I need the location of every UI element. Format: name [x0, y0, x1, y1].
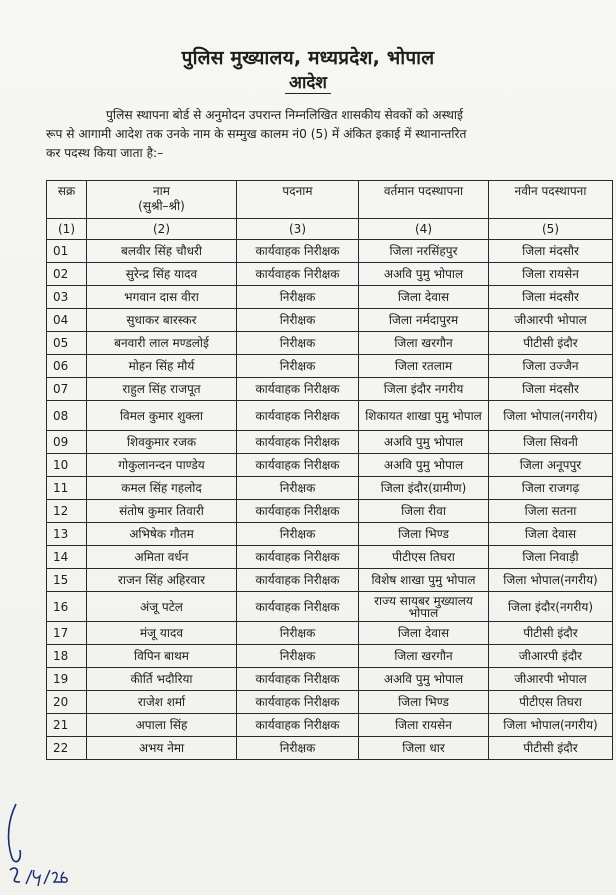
cell-name: कमल सिंह गहलोद	[87, 477, 237, 500]
table-row	[47, 431, 613, 454]
table-row	[47, 546, 613, 569]
order-heading	[0, 70, 616, 93]
cell-rank: निरीक्षक	[237, 286, 359, 309]
cell-sno: 01	[47, 240, 87, 263]
cell-sno: 16	[47, 592, 87, 622]
cell-rank: निरीक्षक	[237, 737, 359, 760]
cell-name: संतोष कुमार तिवारी	[87, 500, 237, 523]
cell-sno: 20	[47, 691, 87, 714]
transfer-table	[46, 180, 613, 760]
table-row	[47, 286, 613, 309]
cell-new-posting: जिला निवाड़ी	[489, 546, 613, 569]
cell-name: अंजू पटेल	[87, 592, 237, 622]
cell-sno: 04	[47, 309, 87, 332]
cell-new-posting: पीटीसी इंदौर	[489, 332, 613, 355]
cell-name: राजन सिंह अहिरवार	[87, 569, 237, 592]
cell-current-posting: अअवि पुमु भोपाल	[359, 263, 489, 286]
cell-rank: निरीक्षक	[237, 309, 359, 332]
cell-rank: कार्यवाहक निरीक्षक	[237, 263, 359, 286]
cell-name: अपाला सिंह	[87, 714, 237, 737]
cell-sno: 21	[47, 714, 87, 737]
page-title: पुलिस मुख्यालय, मध्यप्रदेश, भोपाल	[181, 47, 435, 69]
cell-current-posting: जिला भिण्ड	[359, 691, 489, 714]
cell-sno: 12	[47, 500, 87, 523]
header-name	[87, 181, 237, 219]
table-row	[47, 355, 613, 378]
table-row	[47, 569, 613, 592]
header-current-posting: वर्तमान पदस्थापना	[359, 181, 489, 219]
cell-current-posting: जिला नरसिंहपुर	[359, 240, 489, 263]
cell-sno: 15	[47, 569, 87, 592]
cell-new-posting: जिला रायसेन	[489, 263, 613, 286]
cell-new-posting: जिला देवास	[489, 523, 613, 546]
cell-new-posting: पीटीसी इंदौर	[489, 737, 613, 760]
cell-current-posting: जिला देवास	[359, 286, 489, 309]
cell-name: अमिता वर्धन	[87, 546, 237, 569]
cell-sno: 14	[47, 546, 87, 569]
cell-rank: कार्यवाहक निरीक्षक	[237, 401, 359, 431]
cell-sno: 17	[47, 622, 87, 645]
table-row	[47, 309, 613, 332]
header-rank: पदनाम	[237, 181, 359, 219]
cell-new-posting: पीटीसी इंदौर	[489, 622, 613, 645]
cell-current-posting: जिला धार	[359, 737, 489, 760]
col-number-5: (5)	[489, 219, 613, 240]
cell-rank: कार्यवाहक निरीक्षक	[237, 240, 359, 263]
cell-name: राजेश शर्मा	[87, 691, 237, 714]
cell-current-posting: जिला खरगौन	[359, 645, 489, 668]
cell-new-posting: जिला मंदसौर	[489, 240, 613, 263]
cell-new-posting: जिला सिवनी	[489, 431, 613, 454]
cell-new-posting: जीआरपी भोपाल	[489, 309, 613, 332]
table-row	[47, 332, 613, 355]
cell-current-posting: जिला रतलाम	[359, 355, 489, 378]
cell-name: राहुल सिंह राजपूत	[87, 378, 237, 401]
cell-current-posting: अअवि पुमु भोपाल	[359, 431, 489, 454]
handwritten-signature	[2, 800, 72, 890]
table-row	[47, 500, 613, 523]
header-new-posting: नवीन पदस्थापना	[489, 181, 613, 219]
cell-current-posting: जिला इंदौर नगरीय	[359, 378, 489, 401]
cell-rank: कार्यवाहक निरीक्षक	[237, 378, 359, 401]
cell-name: शिवकुमार रजक	[87, 431, 237, 454]
cell-new-posting: जिला भोपाल(नगरीय)	[489, 401, 613, 431]
header-name-sub: (सुश्री–श्री)	[138, 199, 185, 213]
cell-new-posting: जिला भोपाल(नगरीय)	[489, 569, 613, 592]
cell-current-posting: जिला देवास	[359, 622, 489, 645]
cell-rank: निरीक्षक	[237, 355, 359, 378]
cell-new-posting: जिला राजगढ़	[489, 477, 613, 500]
cell-current-posting: जिला रीवा	[359, 500, 489, 523]
cell-name: गोकुलानन्दन पाण्डेय	[87, 454, 237, 477]
cell-rank: कार्यवाहक निरीक्षक	[237, 714, 359, 737]
cell-new-posting: जीआरपी इंदौर	[489, 645, 613, 668]
cell-sno: 18	[47, 645, 87, 668]
header-sno: सक्र	[47, 181, 87, 219]
cell-sno: 05	[47, 332, 87, 355]
cell-rank: कार्यवाहक निरीक्षक	[237, 569, 359, 592]
cell-sno: 08	[47, 401, 87, 431]
cell-name: भगवान दास वीरा	[87, 286, 237, 309]
table-row	[47, 592, 613, 622]
col-number-2: (2)	[87, 219, 237, 240]
cell-sno: 22	[47, 737, 87, 760]
cell-name: कीर्ति भदौरिया	[87, 668, 237, 691]
table-row	[47, 645, 613, 668]
cell-rank: कार्यवाहक निरीक्षक	[237, 668, 359, 691]
cell-sno: 19	[47, 668, 87, 691]
cell-rank: कार्यवाहक निरीक्षक	[237, 431, 359, 454]
cell-new-posting: जिला मंदसौर	[489, 378, 613, 401]
cell-name: सुरेन्द्र सिंह यादव	[87, 263, 237, 286]
cell-current-posting: विशेष शाखा पुमु भोपाल	[359, 569, 489, 592]
column-number-row	[47, 219, 613, 240]
intro-paragraph	[46, 106, 602, 163]
cell-new-posting: जिला उज्जैन	[489, 355, 613, 378]
col-number-1: (1)	[47, 219, 87, 240]
cell-new-posting: जिला अनूपपुर	[489, 454, 613, 477]
cell-rank: निरीक्षक	[237, 332, 359, 355]
cell-rank: निरीक्षक	[237, 477, 359, 500]
cell-new-posting: जिला इंदौर(नगरीय)	[489, 592, 613, 622]
cell-name: विपिन बाथम	[87, 645, 237, 668]
table-row	[47, 668, 613, 691]
cell-new-posting: जिला सतना	[489, 500, 613, 523]
cell-name: बनवारी लाल मण्डलोई	[87, 332, 237, 355]
cell-current-posting: जिला भिण्ड	[359, 523, 489, 546]
cell-current-posting: शिकायत शाखा पुमु भोपाल	[359, 401, 489, 431]
table-row	[47, 714, 613, 737]
table-row	[47, 263, 613, 286]
table-row	[47, 401, 613, 431]
cell-new-posting: जीआरपी भोपाल	[489, 668, 613, 691]
cell-name: बलवीर सिंह चौधरी	[87, 240, 237, 263]
col-number-3: (3)	[237, 219, 359, 240]
order-heading-text: आदेश	[285, 73, 331, 94]
cell-current-posting: जिला रायसेन	[359, 714, 489, 737]
cell-rank: निरीक्षक	[237, 622, 359, 645]
table-row	[47, 454, 613, 477]
cell-current-posting: राज्य सायबर मुख्यालय भोपाल	[359, 592, 489, 622]
intro-line-2: रूप से आगामी आदेश तक उनके नाम के सम्मुख कालम नं0 (5) में अंकित इकाई में स्थानान्तरित	[46, 127, 467, 141]
cell-name: अभय नेमा	[87, 737, 237, 760]
table-row	[47, 691, 613, 714]
header-name-label: नाम	[153, 184, 170, 198]
table-row	[47, 523, 613, 546]
cell-current-posting: पीटीएस तिघरा	[359, 546, 489, 569]
cell-rank: कार्यवाहक निरीक्षक	[237, 500, 359, 523]
cell-sno: 13	[47, 523, 87, 546]
cell-name: मंजू यादव	[87, 622, 237, 645]
cell-rank: कार्यवाहक निरीक्षक	[237, 691, 359, 714]
cell-rank: निरीक्षक	[237, 645, 359, 668]
cell-new-posting: पीटीएस तिघरा	[489, 691, 613, 714]
intro-line-3: कर पदस्थ किया जाता है:–	[46, 146, 164, 160]
table-header-row	[47, 181, 613, 219]
cell-current-posting: जिला नर्मदापुरम	[359, 309, 489, 332]
cell-sno: 03	[47, 286, 87, 309]
cell-name: विमल कुमार शुक्ला	[87, 401, 237, 431]
table-row	[47, 240, 613, 263]
cell-rank: निरीक्षक	[237, 523, 359, 546]
cell-rank: कार्यवाहक निरीक्षक	[237, 592, 359, 622]
cell-current-posting: अअवि पुमु भोपाल	[359, 668, 489, 691]
cell-name: सुधाकर बारस्कर	[87, 309, 237, 332]
intro-line-1: पुलिस स्थापना बोर्ड से अनुमोदन उपरान्त निम्नलिखित शासकीय सेवकों को अस्थाई	[106, 108, 464, 122]
cell-sno: 09	[47, 431, 87, 454]
cell-current-posting: जिला खरगौन	[359, 332, 489, 355]
cell-new-posting: जिला भोपाल(नगरीय)	[489, 714, 613, 737]
cell-sno: 10	[47, 454, 87, 477]
table-row	[47, 737, 613, 760]
cell-new-posting: जिला मंदसौर	[489, 286, 613, 309]
cell-sno: 07	[47, 378, 87, 401]
cell-name: अभिषेक गौतम	[87, 523, 237, 546]
table-row	[47, 477, 613, 500]
cell-current-posting: अअवि पुमु भोपाल	[359, 454, 489, 477]
cell-sno: 06	[47, 355, 87, 378]
cell-name: मोहन सिंह मौर्य	[87, 355, 237, 378]
cell-sno: 02	[47, 263, 87, 286]
cell-rank: कार्यवाहक निरीक्षक	[237, 454, 359, 477]
table-row	[47, 378, 613, 401]
cell-current-posting: जिला इंदौर(ग्रामीण)	[359, 477, 489, 500]
cell-rank: कार्यवाहक निरीक्षक	[237, 546, 359, 569]
col-number-4: (4)	[359, 219, 489, 240]
table-row	[47, 622, 613, 645]
cell-sno: 11	[47, 477, 87, 500]
